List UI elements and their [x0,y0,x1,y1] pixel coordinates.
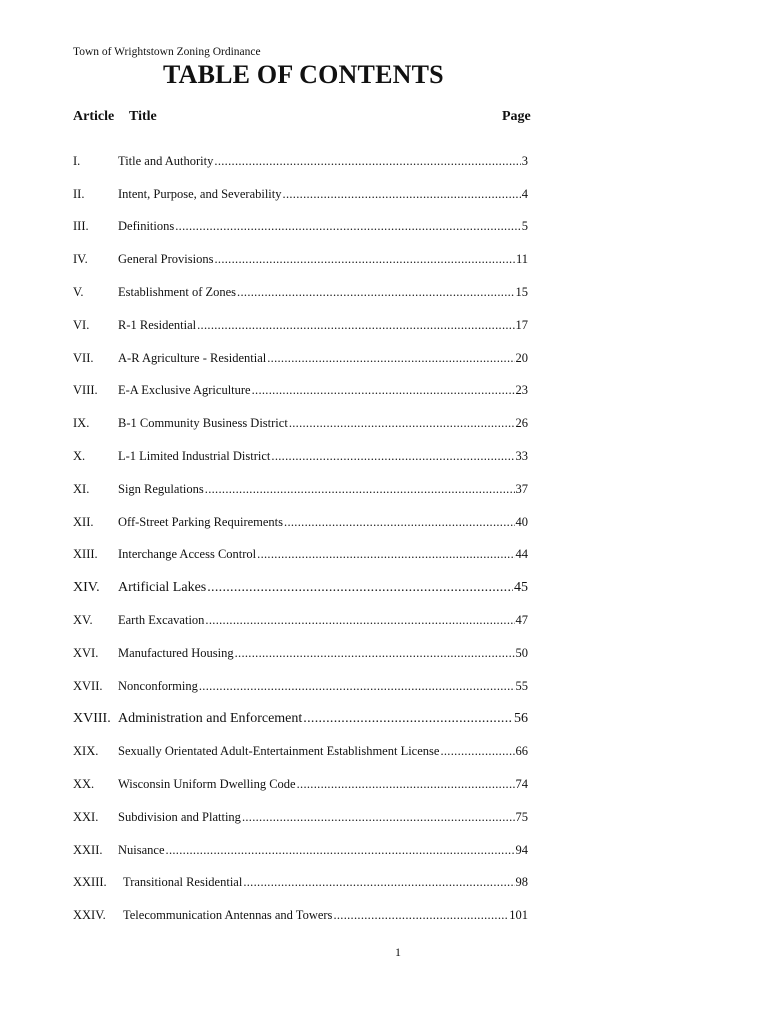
running-header: Town of Wrightstown Zoning Ordinance [73,46,261,58]
toc-entry-title: Transitional Residential [123,875,243,890]
toc-entry-title: Nonconforming [118,678,198,693]
column-header-title: Title [129,109,157,124]
toc-page-number: 4 [521,186,528,201]
toc-page-number: 75 [515,809,528,824]
toc-page-number: 56 [514,710,528,726]
toc-article-number: XII. [73,514,94,529]
toc-leader-dots [243,875,514,890]
toc-page-number: 5 [521,219,528,234]
toc-article-number: IX. [73,416,90,431]
column-header-page: Page [502,109,531,124]
toc-row [73,145,528,178]
toc-page-number: 98 [515,875,528,890]
toc-article-number: I. [73,153,81,168]
toc-page-number: 55 [515,678,528,693]
toc-row [73,506,528,539]
toc-leader-dots [175,219,521,234]
toc-page-number: 23 [515,383,528,398]
toc-entry-title: E-A Exclusive Agriculture [118,383,251,398]
toc-article-number: XIV. [73,579,100,595]
toc-article-number: XV. [73,613,93,628]
toc-page-number: 17 [515,317,528,332]
toc-article-number: VII. [73,350,94,365]
toc-page-number: 44 [515,547,528,562]
toc-entry-title: Artificial Lakes [118,579,207,595]
toc-list [73,145,528,932]
toc-leader-dots [440,744,514,759]
toc-article-number: VI. [73,317,90,332]
toc-page-number: 47 [515,613,528,628]
toc-leader-dots [283,187,521,202]
toc-page-number: 74 [515,777,528,792]
toc-entry-title: General Provisions [118,252,214,267]
toc-entry-title: Nuisance [118,842,165,857]
toc-leader-dots [205,482,515,497]
toc-entry-title: Subdivision and Platting [118,809,241,824]
toc-article-number: V. [73,285,84,300]
toc-page-number: 11 [515,252,528,267]
toc-row [73,440,528,473]
toc-row [73,571,528,604]
toc-page-number: 94 [515,842,528,857]
toc-article-number: II. [73,186,85,201]
toc-entry-title: Manufactured Housing [118,645,234,660]
toc-row [73,735,528,768]
toc-row [73,539,528,572]
toc-row [73,276,528,309]
toc-page-number: 101 [509,908,528,923]
toc-row [73,342,528,375]
toc-leader-dots [199,679,515,694]
toc-row [73,637,528,670]
page-title: TABLE OF CONTENTS [163,60,444,89]
toc-leader-dots [303,711,513,727]
toc-article-number: XXI. [73,809,99,824]
toc-page-number: 66 [515,744,528,759]
toc-page-number: 37 [515,481,528,496]
toc-row [73,670,528,703]
toc-page-number: 3 [521,153,528,168]
toc-leader-dots [271,449,514,464]
toc-page-number: 20 [515,350,528,365]
toc-article-number: XXIII. [73,875,107,890]
toc-row [73,899,528,932]
toc-row [73,867,528,900]
toc-row [73,407,528,440]
toc-article-number: XXIV. [73,908,106,923]
toc-entry-title: B-1 Community Business District [118,416,288,431]
toc-row [73,604,528,637]
toc-article-number: XVII. [73,678,103,693]
toc-article-number: III. [73,219,89,234]
toc-article-number: XXII. [73,842,103,857]
toc-page-number: 45 [514,579,528,595]
toc-article-number: VIII. [73,383,98,398]
toc-article-number: IV. [73,252,88,267]
toc-leader-dots [257,547,514,562]
toc-entry-title: Off-Street Parking Requirements [118,514,284,529]
toc-row [73,768,528,801]
footer-page-number: 1 [395,945,401,959]
toc-row [73,703,528,736]
toc-page-number: 40 [515,514,528,529]
toc-leader-dots [166,843,515,858]
toc-leader-dots [289,416,515,431]
toc-row [73,178,528,211]
toc-leader-dots [197,318,514,333]
toc-leader-dots [242,810,515,825]
toc-entry-title: Interchange Access Control [118,547,257,562]
toc-entry-title: Sexually Orientated Adult-Entertainment Establishment License [118,744,440,759]
toc-article-number: XVIII. [73,710,111,726]
toc-entry-title: Administration and Enforcement [118,710,303,726]
toc-leader-dots [207,580,513,596]
toc-entry-title: A-R Agriculture - Residential [118,350,267,365]
toc-leader-dots [333,908,508,923]
toc-leader-dots [205,613,514,628]
toc-leader-dots [214,252,514,267]
toc-row [73,309,528,342]
toc-entry-title: Definitions [118,219,175,234]
toc-page-number: 33 [515,449,528,464]
toc-article-number: XIII. [73,547,98,562]
toc-row [73,473,528,506]
toc-leader-dots [297,777,515,792]
toc-entry-title: Wisconsin Uniform Dwelling Code [118,777,296,792]
toc-page-number: 26 [515,416,528,431]
column-header-article: Article [73,109,115,124]
toc-entry-title: Sign Regulations [118,481,204,496]
toc-leader-dots [267,351,514,366]
toc-leader-dots [235,646,515,661]
toc-article-number: XX. [73,777,95,792]
toc-entry-title: Intent, Purpose, and Severability [118,186,282,201]
toc-page-number: 50 [515,645,528,660]
toc-article-number: X. [73,449,86,464]
toc-entry-title: R-1 Residential [118,317,197,332]
toc-article-number: XIX. [73,744,99,759]
toc-entry-title: Establishment of Zones [118,285,237,300]
toc-leader-dots [284,515,514,530]
toc-leader-dots [237,285,514,300]
toc-entry-title: Earth Excavation [118,613,205,628]
toc-leader-dots [214,154,520,169]
toc-article-number: XI. [73,481,90,496]
toc-row [73,834,528,867]
toc-entry-title: L-1 Limited Industrial District [118,449,271,464]
toc-row [73,375,528,408]
toc-leader-dots [252,383,515,398]
toc-entry-title: Title and Authority [118,153,214,168]
toc-article-number: XVI. [73,645,99,660]
toc-entry-title: Telecommunication Antennas and Towers [123,908,333,923]
toc-row [73,243,528,276]
toc-row [73,801,528,834]
toc-page-number: 15 [515,285,528,300]
toc-row [73,211,528,244]
